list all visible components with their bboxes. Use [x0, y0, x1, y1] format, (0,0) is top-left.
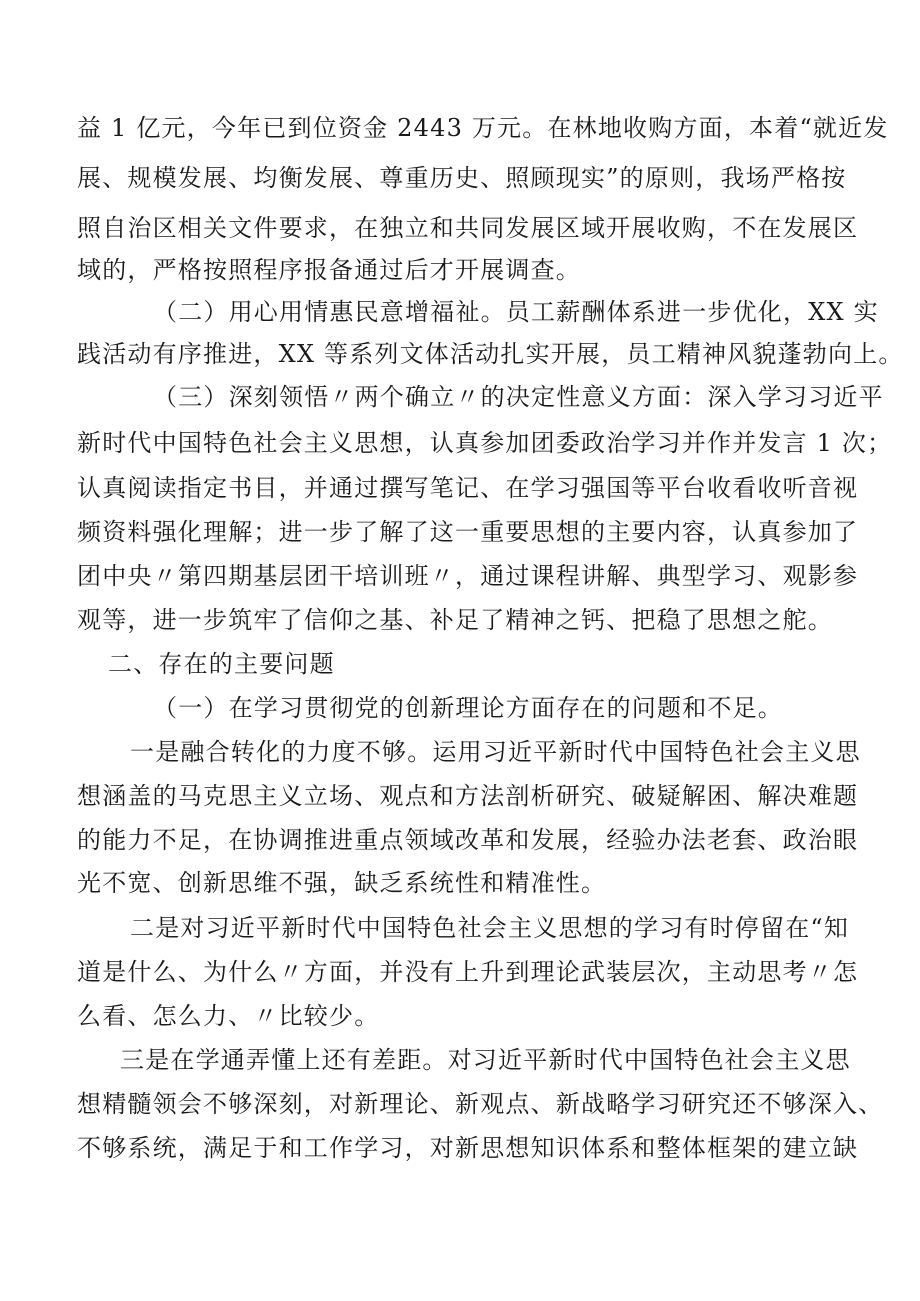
text-line: 想精髓领会不够深刻，对新理论、新观点、新战略学习研究还不够深入、	[77, 1090, 884, 1118]
text-line: 想涵盖的马克思主义立场、观点和方法剖析研究、破疑解困、解决难题	[77, 782, 859, 810]
text-line: 团中央〃第四期基层团干培训班〃，通过课程讲解、典型学习、观影参	[77, 562, 859, 590]
text-line: 么看、怎么力、〃比较少。	[77, 1002, 380, 1030]
text-line: 观等，进一步筑牢了信仰之基、补足了精神之钙、把稳了思想之舵。	[77, 606, 833, 634]
text-line: 展、规模发展、均衡发展、尊重历史、照顾现实”的原则，我场严格按	[77, 164, 847, 192]
section-heading: 二、存在的主要问题	[108, 650, 335, 678]
text-line: （三）深刻领悟〃两个确立〃的决定性意义方面：深入学习习近平	[153, 383, 884, 411]
text-line: 频资料强化理解；进一步了解了这一重要思想的主要内容，认真参加了	[77, 518, 859, 546]
text-line: 照自治区相关文件要求，在独立和共同发展区域开展收购，不在发展区	[77, 214, 859, 242]
text-line: 域的，严格按照程序报备通过后才开展调查。	[77, 256, 581, 284]
text-line: 三是在学通弄懂上还有差距。对习近平新时代中国特色社会主义思	[120, 1046, 851, 1074]
text-line: 一是融合转化的力度不够。运用习近平新时代中国特色社会主义思	[130, 738, 861, 766]
text-line: 新时代中国特色社会主义思想，认真参加团委政治学习并作并发言 1 次；	[77, 429, 893, 457]
text-line: 二是对习近平新时代中国特色社会主义思想的学习有时停留在“知	[130, 914, 850, 942]
text-line: 不够系统，满足于和工作学习，对新思想知识体系和整体框架的建立缺	[77, 1134, 859, 1162]
text-line: 光不宽、创新思维不强，缺乏系统性和精准性。	[77, 869, 607, 897]
text-line: 认真阅读指定书目，并通过撰写笔记、在学习强国等平台收看收听音视	[77, 474, 859, 502]
text-line: （二）用心用情惠民意增福祉。员工薪酬体系进一步优化，XX 实	[153, 298, 879, 326]
subsection-heading: （一）在学习贯彻党的创新理论方面存在的问题和不足。	[153, 694, 783, 722]
text-line: 益 1 亿元，今年已到位资金 2443 万元。在林地收购方面，本着“就近发	[77, 114, 889, 142]
text-line: 的能力不足，在协调推进重点领域改革和发展，经验办法老套、政治眼	[77, 826, 859, 854]
text-line: 道是什么、为什么〃方面，并没有上升到理论武装层次，主动思考〃怎	[77, 958, 859, 986]
text-line: 践活动有序推进，XX 等系列文体活动扎实开展，员工精神风貌蓬勃向上。	[77, 340, 904, 368]
